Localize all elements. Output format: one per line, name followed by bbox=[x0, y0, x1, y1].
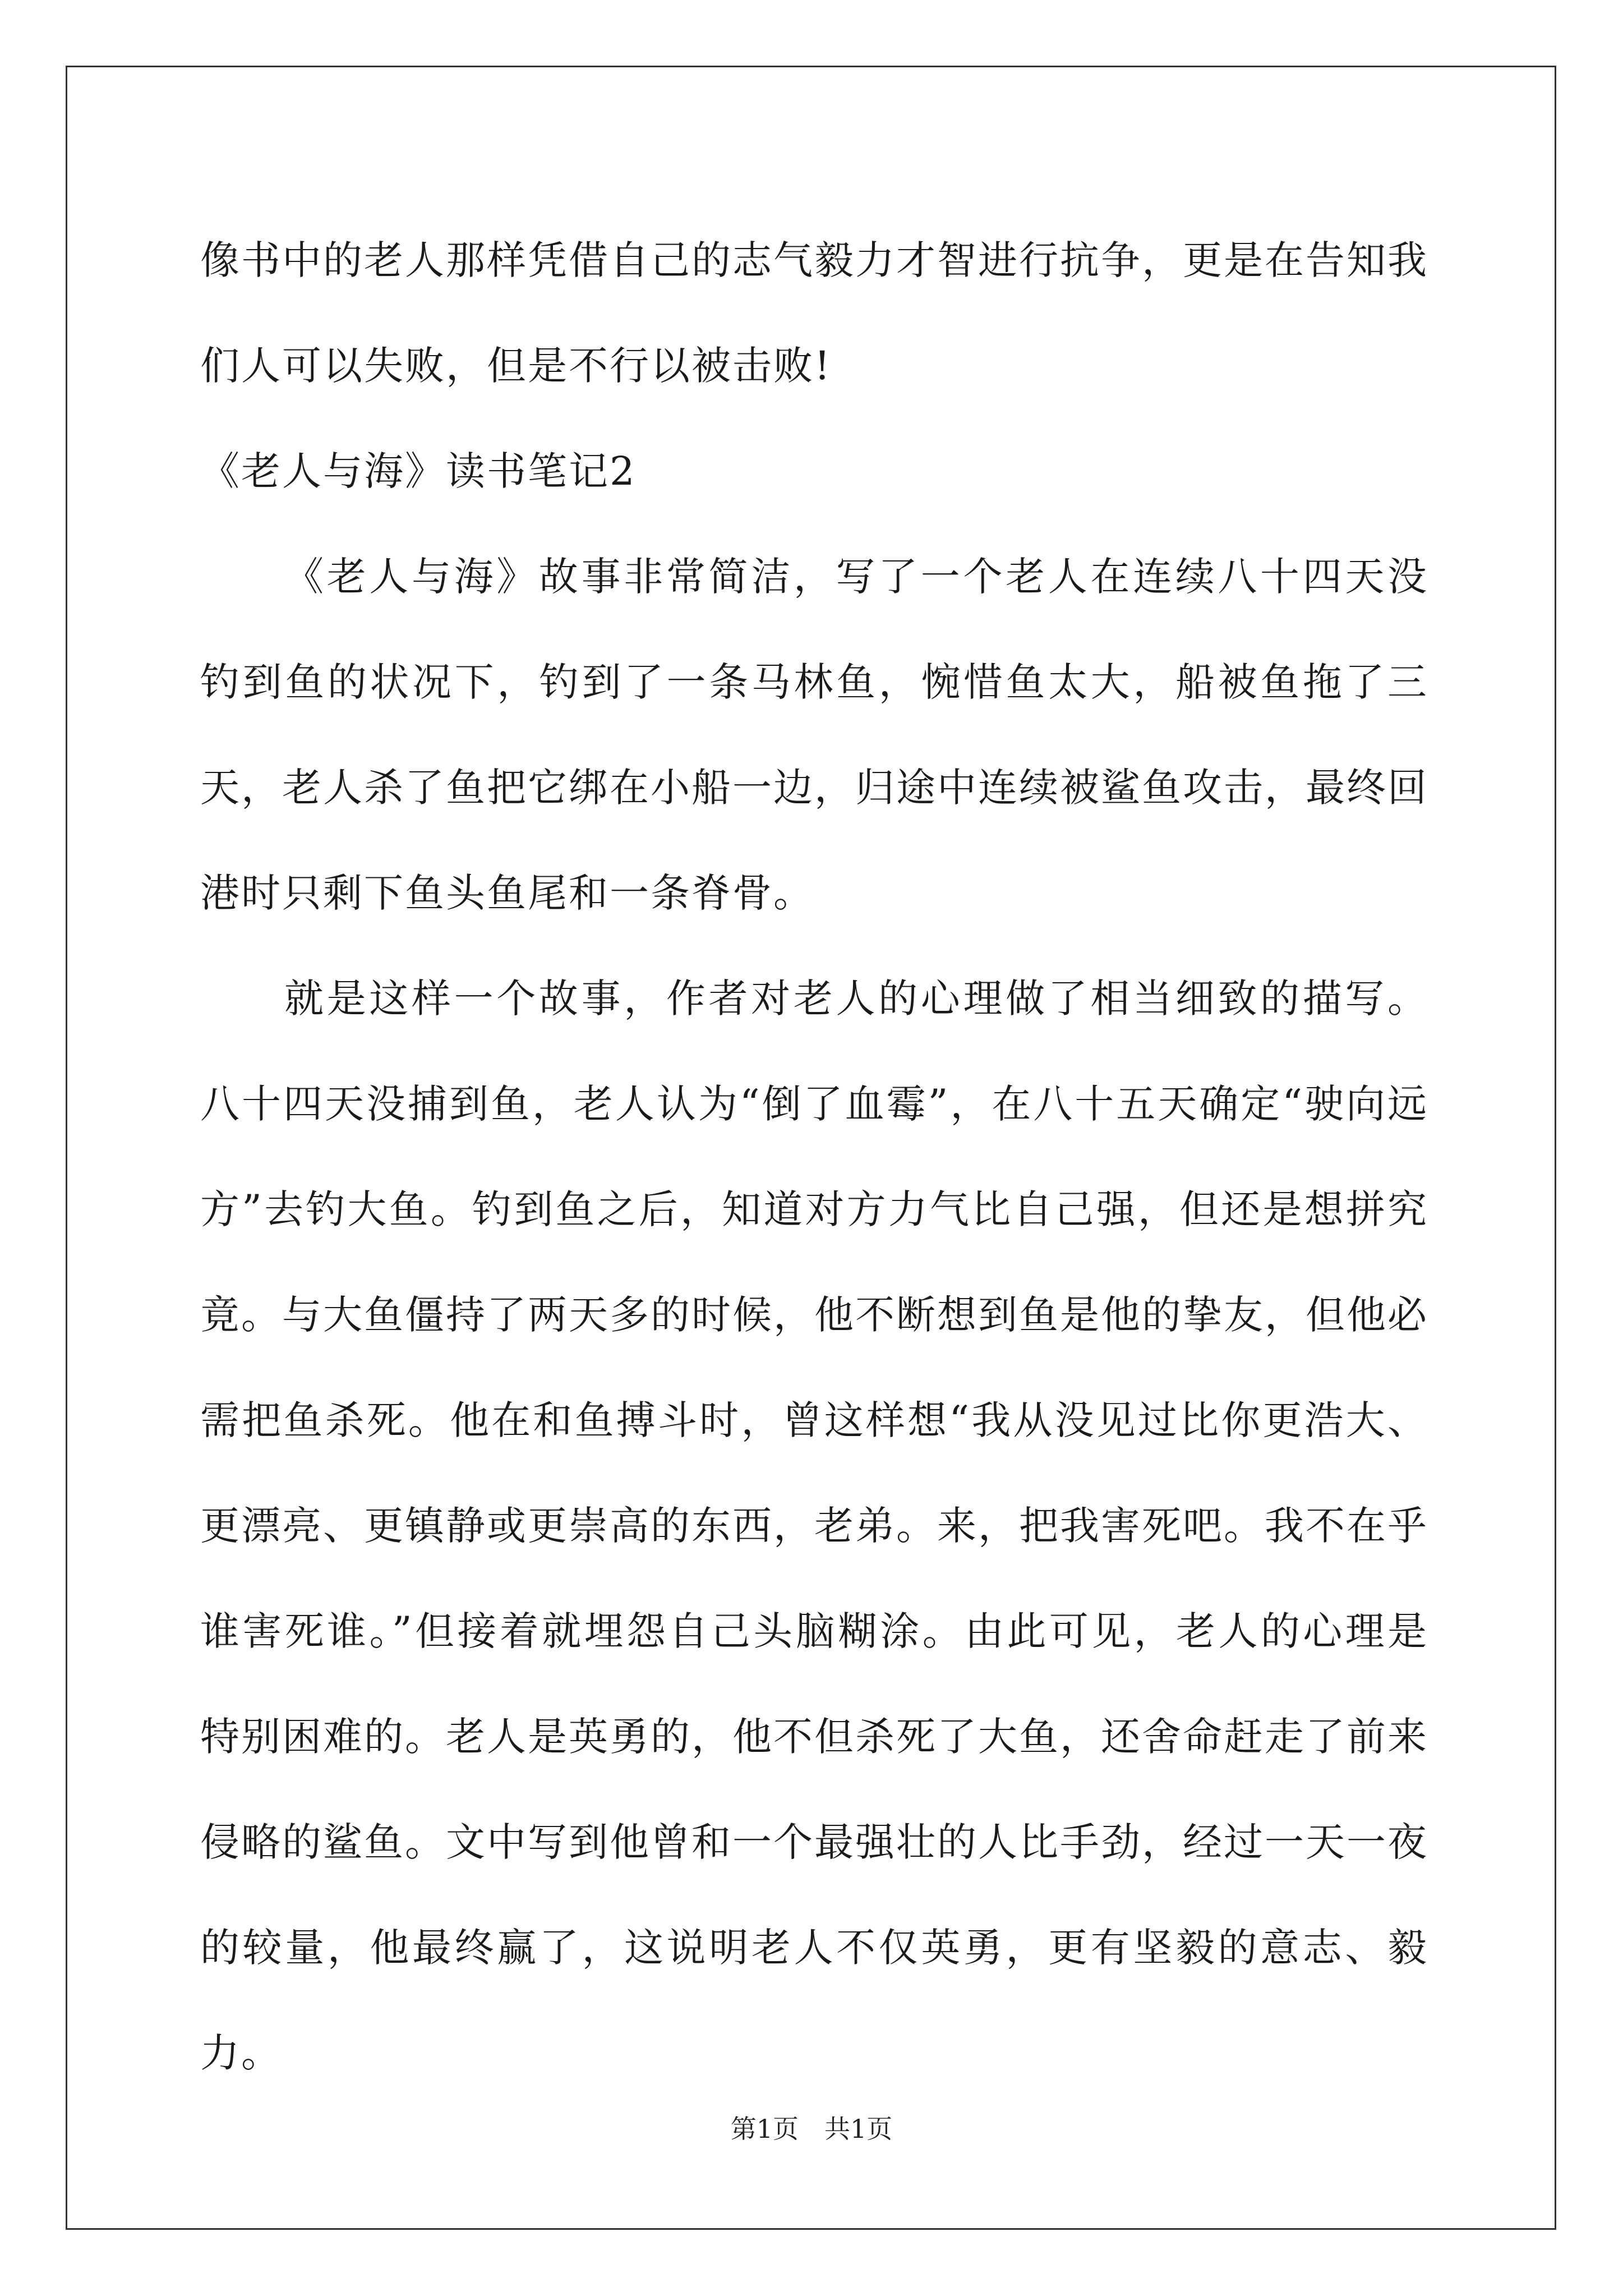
document-body bbox=[200, 208, 1428, 2106]
paragraph-2: 《老人与海》故事非常简洁，写了一个老人在连续八十四天没钓到鱼的状况下，钓到了一条马林鱼，惋惜鱼太大，船被鱼拖了三天，老人杀了鱼把它绑在小船一边，归途中连续被鲨鱼攻击，最终回港时只剩下鱼头鱼尾和一条脊骨。 bbox=[200, 554, 1428, 916]
section-heading: 《老人与海》读书笔记2 bbox=[200, 448, 637, 494]
page-footer: 第1页 共1页 bbox=[730, 2114, 893, 2144]
paragraph-3: 就是这样一个故事，作者对老人的心理做了相当细致的描写。八十四天没捕到鱼，老人认为“倒了血霉”，在八十五天确定“驶向远方”去钓大鱼。钓到鱼之后，知道对方力气比自己强，但还是想拼究竟。与大鱼僵持了两天多的时候，他不断想到鱼是他的挚友，但他必需把鱼杀死。他在和鱼搏斗时，曾这样想“我从没见过比你更浩大、更漂亮、更镇静或更崇高的东西，老弟。来，把我害死吧。我不在乎谁害死谁。”但接着就埋怨自己头脑糊涂。由此可见，老人的心理是特别困难的。老人是英勇的，他不但杀死了大鱼，还舍命赶走了前来侵略的鲨鱼。文中写到他曾和一个最强壮的人比手劲，经过一天一夜的较量，他最终赢了，这说明老人不仅英勇，更有坚毅的意志、毅力。 bbox=[200, 976, 1428, 2076]
paragraph-1: 像书中的老人那样凭借自己的志气毅力才智进行抗争，更是在告知我们人可以失败，但是不行以被击败! bbox=[200, 237, 1428, 389]
